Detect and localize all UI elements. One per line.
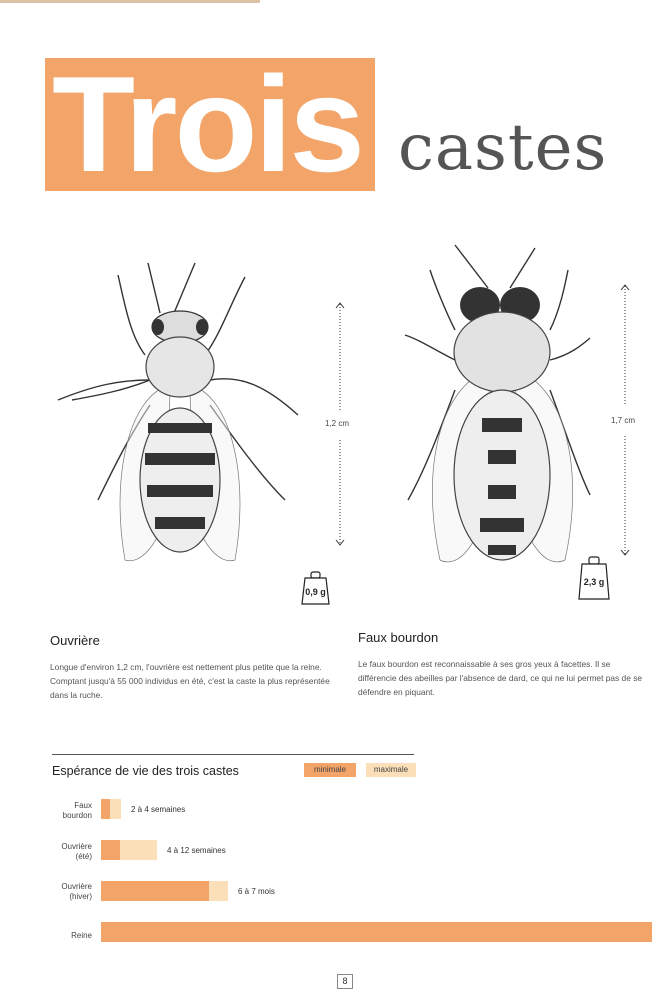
bar-min-faux-bourdon	[101, 799, 110, 819]
drone-heading: Faux bourdon	[358, 630, 439, 645]
bar-max-ouvriere-hiver	[209, 881, 228, 901]
bar-min-reine	[101, 922, 652, 942]
page-number: 8	[337, 974, 353, 989]
row-label-line: (été)	[75, 852, 92, 861]
drone-size-label: 1,7 cm	[611, 416, 636, 425]
chart-title: Espérance de vie des trois castes	[52, 764, 239, 778]
worker-size-label: 1,2 cm	[325, 419, 350, 428]
worker-weight-label: 0,9 g	[305, 587, 326, 597]
row-label-line: Faux	[74, 801, 92, 810]
worker-description: Longue d'environ 1,2 cm, l'ouvrière est nettement plus petite que la reine. Comptant jusqu'à 55 000 individus en été, c'est la caste la plus représentée dans la ruche.	[50, 662, 330, 700]
chart-top-rule	[52, 754, 414, 755]
row-label-reine	[0, 931, 92, 941]
row-label-line: Ouvrière	[61, 842, 92, 851]
bar-min-ouvriere-ete	[101, 840, 120, 860]
page-title: Trois	[52, 48, 362, 200]
legend-minimale: minimale	[304, 763, 356, 777]
drone-description: Le faux bourdon est reconnaissable à ses gros yeux à facettes. Il se différencie des abeilles par l'absence de dard, ce qui ne lui permet pas de se défendre en piquant.	[358, 659, 643, 697]
row-label-line: bourdon	[62, 811, 92, 820]
bar-value-ouvriere-hiver: 6 à 7 mois	[238, 887, 275, 896]
bar-min-ouvriere-hiver	[101, 881, 209, 901]
drone-weight-label: 2,3 g	[583, 577, 605, 587]
row-label-line: (hiver)	[69, 892, 92, 901]
bar-max-ouvriere-ete	[120, 840, 157, 860]
top-rule	[0, 0, 260, 3]
row-label-line: Reine	[71, 931, 92, 940]
legend-maximale: maximale	[366, 763, 416, 777]
page-subtitle: castes	[398, 111, 608, 185]
row-label-line: Ouvrière	[61, 882, 92, 891]
worker-bee-illustration	[50, 255, 320, 575]
row-label-ouvriere-ete	[0, 842, 92, 862]
row-label-ouvriere-hiver	[0, 882, 92, 902]
bar-value-faux-bourdon: 2 à 4 semaines	[131, 805, 186, 814]
row-label-faux-bourdon	[0, 801, 92, 821]
drone-illustration	[400, 240, 605, 585]
bar-value-ouvriere-ete: 4 à 12 semaines	[167, 846, 226, 855]
bar-max-faux-bourdon	[110, 799, 121, 819]
worker-heading: Ouvrière	[50, 633, 100, 648]
